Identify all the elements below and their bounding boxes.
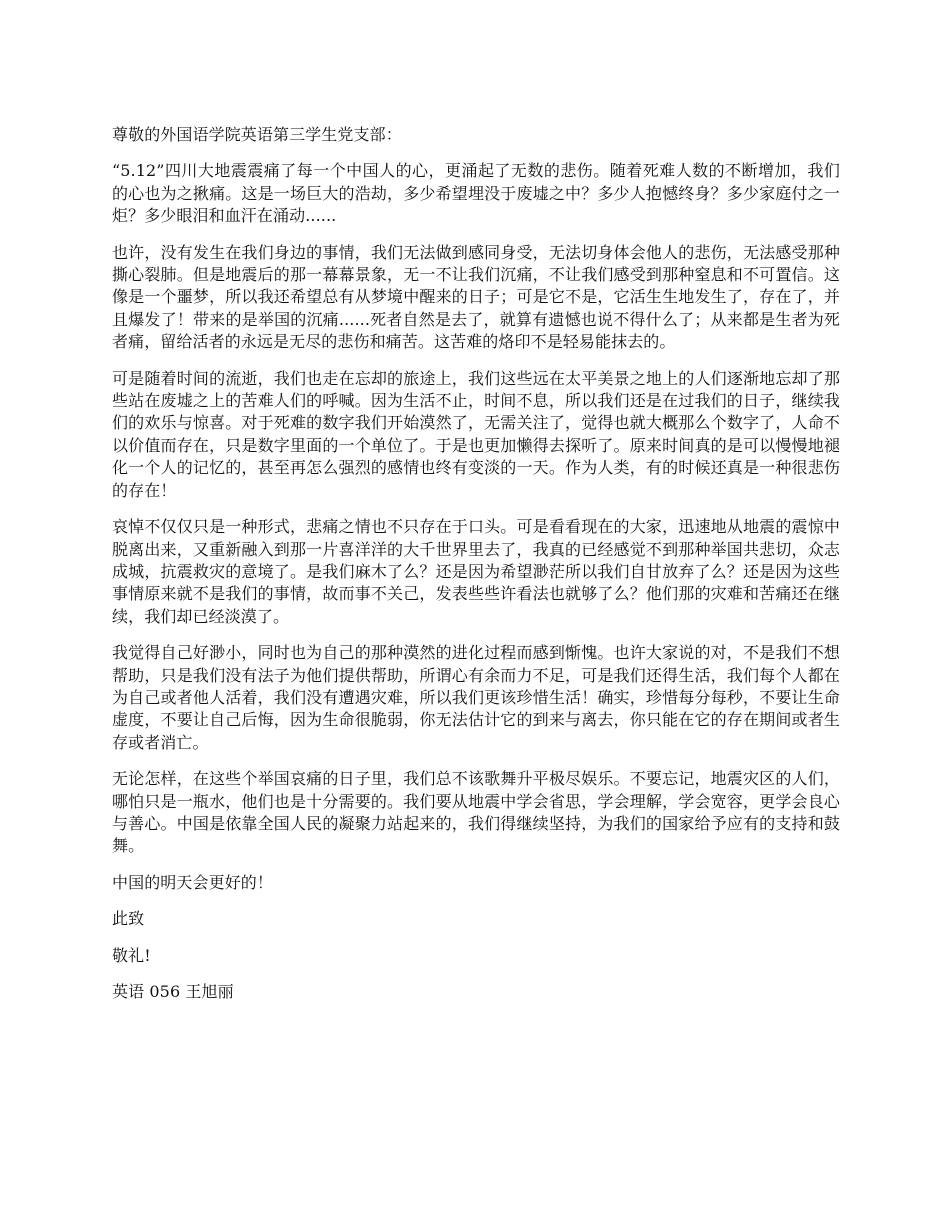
letter-paragraph-2: 也许，没有发生在我们身边的事情，我们无法做到感同身受，无法切身体会他人的悲伤，无法感受那种撕心裂肺。但是地震后的那一幕幕景象，无一不让我们沉痛，不让我们感受到那种窒息和不可置信。这像是一个噩梦，所以我还希望总有从梦境中醒来的日子；可是它不是，它活生生地发生了，存在了，并且爆发了！带来的是举国的沉痛......死者自然是去了，就算有遗憾也说不得什么了；从来都是生者为死者痛，留给活者的永远是无尽的悲伤和痛苦。这苦难的烙印不是轻易能抹去的。: [112, 242, 840, 352]
letter-paragraph-5: 我觉得自己好渺小，同时也为自己的那种漠然的进化过程而感到惭愧。也许大家说的对，不是我们不想帮助，只是我们没有法子为他们提供帮助，所谓心有余而力不足，可是我们还得生活，我们每个人都在为自己或者他人活着，我们没有遭遇灾难，所以我们更该珍惜生活！确实，珍惜每分每秒，不要让生命虚度，不要让自己后悔，因为生命很脆弱，你无法估计它的到来与离去，你只能在它的存在期间或者生存或者消亡。: [112, 643, 840, 752]
letter-paragraph-3: 可是随着时间的流逝，我们也走在忘却的旅途上，我们这些远在太平美景之地上的人们逐渐地忘却了那些站在废墟之上的苦难人们的呼喊。因为生活不止，时间不息，所以我们还是在过我们的日子，继续我们的欢乐与惊喜。对于死难的数字我们开始漠然了，无需关注了，觉得也就大概那么个数字了，人命不以价值而存在，只是数字里面的一个单位了。于是也更加懒得去探听了。原来时间真的是可以慢慢地褪化一个人的记忆的，甚至再怎么强烈的感情也终有变淡的一天。作为人类，有的时候还真是一种很悲伤的存在！: [112, 368, 840, 500]
closing-statement: 中国的明天会更好的！: [112, 872, 274, 892]
closing-salutation-2: 敬礼!: [112, 945, 151, 965]
letter-greeting: 尊敬的外国语学院英语第三学生党支部：: [112, 125, 402, 144]
letter-paragraph-6: 无论怎样，在这些个举国哀痛的日子里，我们总不该歌舞升平极尽娱乐。不要忘记，地震灾区的人们，哪怕只是一瓶水，他们也是十分需要的。我们要从地震中学会省思，学会理解，学会宽容，更学会良心与善心。中国是依靠全国人民的凝聚力站起来的，我们得继续坚持，为我们的国家给予应有的支持和鼓舞。: [112, 769, 840, 856]
letter-paragraph-1: “5.12”四川大地震震痛了每一个中国人的心，更涌起了无数的悲伤。随着死难人数的不断增加，我们的心也为之揪痛。这是一场巨大的浩劫，多少希望埋没于废墟之中？多少人抱憾终身？多少家庭付之一炬？多少眼泪和血汗在涌动......: [112, 161, 840, 226]
closing-salutation-1: 此致: [112, 909, 145, 929]
letter-document: [112, 124, 840, 1017]
signature: 英语 056 王旭丽: [112, 982, 234, 1001]
letter-paragraph-4: 哀悼不仅仅只是一种形式，悲痛之情也不只存在于口头。可是看看现在的大家，迅速地从地震的震惊中脱离出来，又重新融入到那一片喜洋洋的大千世界里去了，我真的已经感觉不到那种举国共悲切，众志成城，抗震救灾的意境了。是我们麻木了么？还是因为希望渺茫所以我们自甘放弃了么？还是因为这些事情原来就不是我们的事情，故而事不关己，发表些些许看法也就够了么？他们那的灾难和苦痛还在继续，我们却已经淡漠了。: [112, 517, 840, 626]
